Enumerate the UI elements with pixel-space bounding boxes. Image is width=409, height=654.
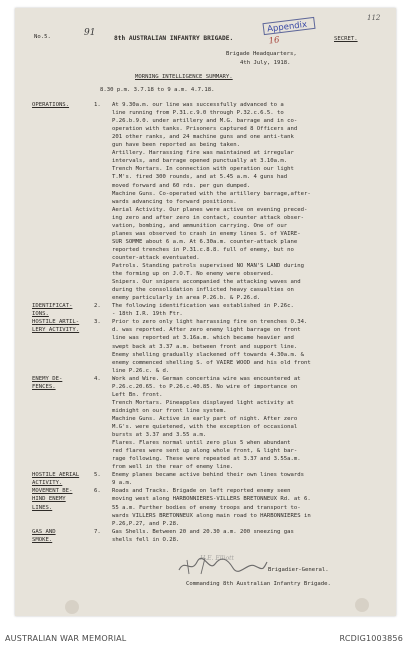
section-label: FENCES. bbox=[32, 383, 56, 390]
document-page bbox=[15, 8, 396, 616]
body-text-line: 55 a.m. Further bodies of enemy troops and transport to- bbox=[112, 504, 301, 511]
body-text-line: ing zero and after zero in contact, counter attack obser- bbox=[112, 214, 304, 221]
signature-name: H.E. Elliott bbox=[200, 555, 234, 562]
signature-rank: Brigadier-General. bbox=[268, 567, 329, 573]
body-text-line: P.26.b.9.0. under artillery and M.G. barrage and in co- bbox=[112, 118, 298, 125]
body-text-line: - 18th I.R. 19th Ftr. bbox=[112, 311, 183, 318]
body-text-line: Enemy shelling gradually slackened off towards 4.30a.m. & bbox=[112, 351, 304, 358]
section-number: 6. bbox=[94, 488, 101, 495]
page-number: 112 bbox=[367, 14, 381, 22]
body-text-line: intervals, and barrage opened punctually at 3.10a.m. bbox=[112, 158, 288, 165]
section-number: 2. bbox=[94, 303, 101, 310]
section-label: HOSTILE ARTIL- bbox=[32, 319, 80, 326]
body-text-line: Machine Guns. Active in early part of night. After zero bbox=[112, 415, 298, 422]
body-text-line: during the consolidation inflicted heavy casualties on bbox=[112, 287, 294, 294]
punch-hole bbox=[355, 598, 369, 612]
section-number: 1. bbox=[94, 102, 101, 108]
body-text-line: wards VILLERS BRETONNEUX along main road to HARBONNIERES in bbox=[112, 512, 311, 519]
body-text-line: Gas Shells. Between 20 and 20.30 a.m. 200 sneezing gas bbox=[112, 528, 294, 535]
appendix-label: Appendix bbox=[266, 19, 308, 35]
body-text-line: from well in the rear of enemy line. bbox=[112, 464, 234, 471]
section-number: 5. bbox=[94, 472, 101, 479]
section-label: MOVEMENT BE- bbox=[32, 488, 73, 495]
section-number: 4. bbox=[94, 375, 101, 382]
section-label: LINES. bbox=[32, 504, 53, 511]
archive-reference: RCDIG1003856 bbox=[339, 634, 403, 643]
body-text-line: Artillery. Harrassing fire was maintained at irregular bbox=[112, 150, 294, 157]
body-text-line: Patrols. Standing patrols supervised NO MAN'S LAND during bbox=[112, 263, 304, 269]
body-text-line: Trench Mortars. Pineapples displayed light activity at bbox=[112, 399, 294, 406]
body-text-line: reported trenches in P.31.c.8.8. full of enemy, but no bbox=[112, 246, 294, 253]
section-label: ACTIVITY. bbox=[32, 480, 63, 487]
body-text-line: counter-attack eventuated. bbox=[112, 254, 200, 261]
brigade-title: 8th AUSTRALIAN INFANTRY BRIGADE. bbox=[114, 35, 234, 42]
body-text-line: Trench Mortars. In connection with operation our light bbox=[112, 166, 294, 173]
signature-command: Commanding 8th Australian Infantry Brigade. bbox=[186, 581, 331, 587]
archive-credit: AUSTRALIAN WAR MEMORIAL bbox=[5, 634, 127, 643]
body-text-line: d. was reported. After zero enemy light barrage on front bbox=[112, 327, 301, 334]
copy-number: No.5. bbox=[34, 34, 51, 40]
body-text-line: Roads and Tracks. Brigade on left reported enemy seen bbox=[112, 488, 291, 495]
body-text-line: moved forward and 60 rds. per gun dumped. bbox=[112, 182, 251, 189]
section-label: SMOKE. bbox=[32, 536, 53, 543]
section-label: IONS. bbox=[32, 311, 49, 318]
body-text-line: 201 other ranks, and 24 machine guns and one anti-tank bbox=[112, 134, 294, 141]
body-text-line: moving west along HARBONNIERES-VILLERS BRETONNEUX Rd. at 6. bbox=[112, 496, 311, 503]
body-text-line: SUR SOMME about 6 a.m. At 6.30a.m. counter-attack plane bbox=[112, 238, 298, 245]
body-text-line: planes was observed to crash in enemy lines S. of VAIRE- bbox=[112, 230, 301, 237]
body-text-line: Work and Wire. German concertina wire was encountered at bbox=[112, 375, 301, 382]
body-text-line: At 9.30a.m. our line was successfully advanced to a bbox=[112, 102, 284, 108]
section-label: HOSTILE AERIAL bbox=[32, 472, 80, 479]
body-text-line: midnight on our front line system. bbox=[112, 407, 227, 414]
secret-label: SECRET. bbox=[334, 36, 358, 42]
body-text-line: Enemy planes became active behind their own lines towards bbox=[112, 472, 304, 479]
body-text-line: line was reported at 3.16a.m. which became heavier and bbox=[112, 335, 294, 342]
section-label: HIND ENEMY bbox=[32, 496, 66, 503]
body-text-line: shells fell in O.28. bbox=[112, 536, 180, 543]
body-text-line: wards advancing to forward positions. bbox=[112, 198, 237, 205]
section-number: 7. bbox=[94, 528, 101, 535]
section-label: LERY ACTIVITY. bbox=[32, 327, 80, 334]
body-text-line: gun have been reported as being taken. bbox=[112, 142, 240, 149]
section-label: IDENTIFICAT- bbox=[32, 303, 73, 310]
summary-period: 8.30 p.m. 3.7.18 to 9 a.m. 4.7.18. bbox=[100, 87, 215, 93]
body-text-line: rage following. These were repeated at 3.37 and 3.55a.m. bbox=[112, 456, 301, 463]
body-text-line: Snipers. Our snipers accompanied the attacking waves and bbox=[112, 279, 301, 286]
body-text-line: swept back at 3.37 a.m. between front and support line. bbox=[112, 343, 298, 350]
section-number: 3. bbox=[94, 319, 101, 326]
body-text-line: enemy particularly in area P.26.b. & P.26.d. bbox=[112, 295, 261, 302]
body-text-line: the forming up on J.O.T. No enemy were observed. bbox=[112, 271, 274, 278]
body-text-line: T.M's. fired 300 rounds, and at 5.45 a.m. 4 guns had bbox=[112, 174, 288, 181]
body-text-line: vation, bombing, and ammunition carrying. One of our bbox=[112, 222, 288, 229]
body-text-line: Left Bn. front. bbox=[112, 391, 163, 398]
body-text-line: P.26,P.27, and P.28. bbox=[112, 520, 180, 527]
body-text-line: Prior to zero only light harrassing fire on trenches O.34. bbox=[112, 319, 308, 326]
body-text-line: Flares. Flares normal until zero plus 5 when abundant bbox=[112, 440, 291, 447]
section-label: OPERATIONS. bbox=[32, 102, 70, 108]
handwritten-number: 91 bbox=[84, 28, 96, 38]
body-text-line: Machine Guns. Co-operated with the artillery barrage,after- bbox=[112, 190, 311, 197]
hq-line: Brigade Headquarters, bbox=[226, 51, 297, 57]
body-text-line: The following identification was established in P.26c. bbox=[112, 303, 294, 310]
body-text-line: operation with tanks. Prisoners captured 8 Officers and bbox=[112, 126, 298, 133]
body-text-line: enemy commenced shelling S. of VAIRE WOOD and his old front bbox=[112, 359, 311, 366]
punch-hole bbox=[65, 600, 79, 614]
body-text-line: M.G's. were quietened, with the exception of occasional bbox=[112, 424, 298, 430]
body-text-line: P.26.c.20.65. to P.26.c.40.85. No wire of importance on bbox=[112, 383, 298, 390]
appendix-number: 16 bbox=[268, 35, 281, 47]
body-text-line: 9 a.m. bbox=[112, 480, 133, 487]
body-text-line: Aerial Activity. Our planes were active on evening preced- bbox=[112, 206, 308, 213]
body-text-line: red flares were sent up along whole front, & light bar- bbox=[112, 448, 298, 455]
section-label: GAS AND bbox=[32, 528, 56, 535]
summary-title: MORNING INTELLIGENCE SUMMARY. bbox=[135, 74, 233, 80]
body-text-line: bursts at 3.37 and 3.55 a.m. bbox=[112, 432, 207, 439]
document-date: 4th July, 1918. bbox=[240, 60, 291, 66]
body-text-line: line running from P.31.c.9.0 through P.32.c.6.5. to bbox=[112, 110, 284, 117]
section-label: ENEMY DE- bbox=[32, 375, 63, 382]
body-text-line: line P.26.c. & d. bbox=[112, 367, 170, 374]
